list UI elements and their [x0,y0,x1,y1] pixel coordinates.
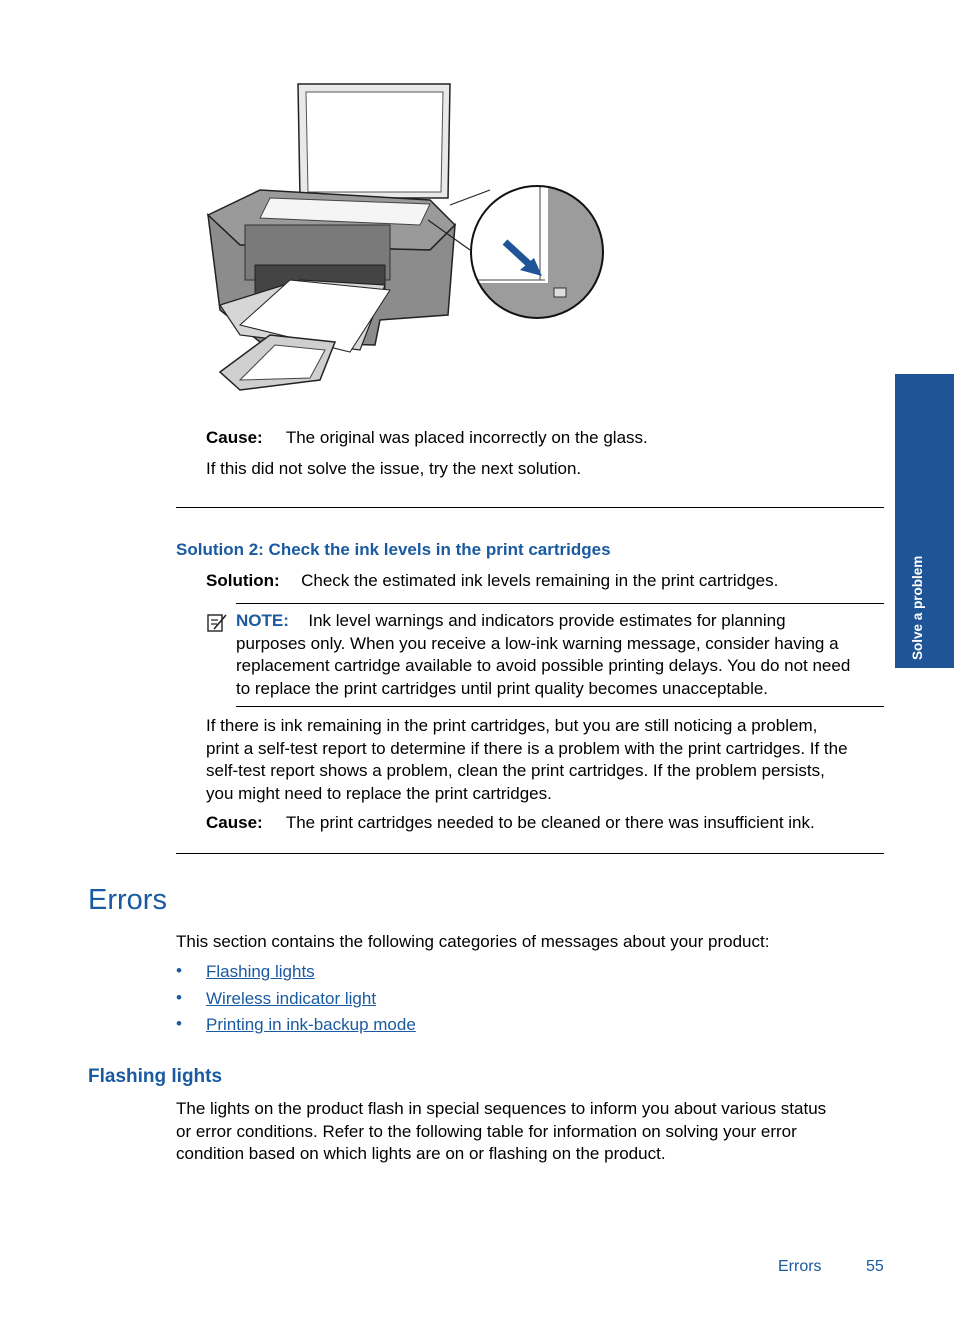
solution-text: Check the estimated ink levels remaining in the print cartridges. [301,571,779,590]
divider [176,507,884,508]
note-bottom-rule [236,706,884,707]
solution2-heading: Solution 2: Check the ink levels in the print cartridges [176,540,611,559]
bullet-2: • [176,988,182,1007]
cause-text-2: The print cartridges needed to be cleaned or there was insufficient ink. [285,813,815,832]
flashing-line-1: The lights on the product flash in special sequences to inform you about various status [176,1099,827,1118]
ink-paragraph [206,715,896,805]
solution-label: Solution: [206,571,280,590]
ink-para-line-3: self-test report shows a problem, clean the print cartridges. If the problem persists, [206,761,825,780]
note-label: NOTE: [236,611,289,630]
page-number: 55 [866,1258,884,1275]
note-icon [206,612,228,634]
note-line-4: to replace the print cartridges until print quality becomes unacceptable. [236,678,769,698]
ink-para-line-1: If there is ink remaining in the print cartridges, but you are still noticing a problem, [206,716,818,735]
solution-line [206,570,886,593]
flashing-line-2: or error conditions. Refer to the following table for information on solving your error [176,1121,797,1141]
bullet-3: • [176,1014,182,1033]
cause-text: The original was placed incorrectly on the glass. [285,428,648,447]
note-top-rule [236,603,884,604]
cause-line-1 [206,427,886,450]
footer-section: Errors [778,1258,822,1275]
printer-glass-placement-illustration [200,80,610,395]
note-body [236,610,896,700]
cause-label-2: Cause: [206,813,263,832]
link-printing-ink-backup-mode[interactable]: Printing in ink-backup mode [206,1015,416,1034]
errors-intro: This section contains the following categories of messages about your product: [176,932,770,951]
cause-label: Cause: [206,428,263,447]
errors-title: Errors [88,884,167,916]
flashing-line-3: condition based on which lights are on or flashing on the product. [176,1144,666,1163]
note-line-1 [236,610,896,633]
note-line-1-text: Ink level warnings and indicators provide estimates for planning [308,611,786,630]
note-line-3: replacement cartridge available to avoid possible printing delays. You do not need [236,656,851,675]
ink-para-line-2: print a self-test report to determine if there is a problem with the print cartridges. If the [206,738,848,758]
link-flashing-lights[interactable]: Flashing lights [206,962,315,981]
divider-2 [176,853,884,854]
ink-para-line-4: you might need to replace the print cartridges. [206,783,552,803]
note-line-2: purposes only. When you receive a low-ink warning message, consider having a [236,633,839,653]
bullet-1: • [176,961,182,980]
link-wireless-indicator-light[interactable]: Wireless indicator light [206,989,377,1008]
flashing-lights-paragraph [176,1098,896,1166]
cause-line-2 [206,812,886,835]
followup-text: If this did not solve the issue, try the next solution. [206,459,582,478]
flashing-lights-heading: Flashing lights [88,1066,223,1087]
side-tab-label: Solve a problem [910,555,925,660]
